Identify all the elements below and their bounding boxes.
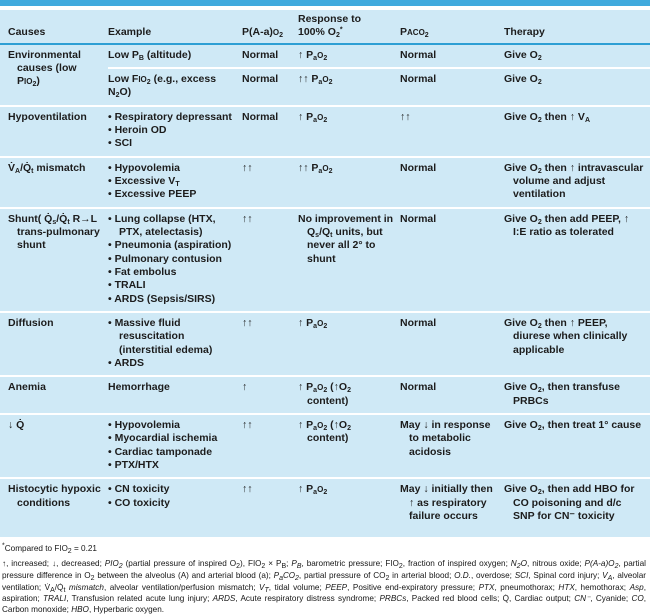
cell-paao2: ↑↑ bbox=[242, 414, 298, 478]
therapy-text: Give $O_2$ then ↑ $V_A$ bbox=[504, 110, 590, 124]
col-header-causes: Causes bbox=[0, 10, 108, 44]
therapy-text: Give $O_2$, then transfuse PRBCs bbox=[504, 381, 620, 407]
bullet-item: • CN toxicity bbox=[108, 483, 170, 496]
cell-paao2: Normal bbox=[242, 106, 298, 157]
cause-text: ↓ Q̇ bbox=[8, 418, 25, 431]
therapy-text: Give $O_2$ then ↑ intravascular volume and adjust ventilation bbox=[504, 161, 644, 201]
bullet-item: • Excessive $V_T$ bbox=[108, 174, 180, 188]
hypoxemia-causes-table bbox=[0, 10, 650, 537]
cell-response: ↑ $P_aO_2$ bbox=[298, 106, 400, 157]
response-text: No improvement in $Q_s/Q_t$ units, but never all 2° to shunt bbox=[298, 212, 394, 265]
bullet-item: • PTX/HTX bbox=[108, 458, 159, 471]
table-row-vq-mismatch bbox=[0, 157, 650, 208]
cell-therapy bbox=[504, 414, 650, 478]
cell-example bbox=[108, 106, 242, 157]
cell-paao2: Normal bbox=[242, 68, 298, 106]
header-row bbox=[0, 10, 650, 44]
cell-paao2: ↑↑ bbox=[242, 312, 298, 376]
cell-paao2: ↑↑ bbox=[242, 157, 298, 208]
col-header-response: Response to 100% $O_2^*$ bbox=[298, 10, 400, 44]
cause-text: Environmental causes (low $PIO_2$) bbox=[8, 48, 81, 89]
cell-response: ↑ $P_aO_2$ bbox=[298, 48, 328, 62]
cell-cause bbox=[0, 208, 108, 312]
cell-response: ↑ $P_aO_2$ bbox=[298, 312, 400, 376]
bullet-item: • SCI bbox=[108, 137, 133, 150]
bullet-item: • Pulmonary contusion bbox=[108, 252, 222, 265]
bullet-item: • Myocardial ischemia bbox=[108, 432, 218, 445]
bullet-item: • ARDS (Sepsis/SIRS) bbox=[108, 292, 216, 305]
bullet-item: • CO toxicity bbox=[108, 496, 171, 509]
cell-therapy: Give $O_2$ bbox=[504, 68, 650, 106]
cell-example: Hemorrhage bbox=[108, 376, 242, 414]
cell-cause bbox=[0, 414, 108, 478]
cause-text: $V̇_A/Q̇_t$ mismatch bbox=[8, 161, 86, 175]
cell-cause bbox=[0, 376, 108, 414]
bullet-item: • Hypovolemia bbox=[108, 161, 180, 174]
cell-therapy bbox=[504, 312, 650, 376]
table-row-environmental-1 bbox=[0, 44, 650, 68]
cell-cause bbox=[0, 106, 108, 157]
therapy-text: Give $O_2$ then add PEEP, ↑ I:E ratio as tolerated bbox=[504, 212, 630, 238]
footnote-abbreviations: ↑, increased; ↓, decreased; $PIO_2$ (partial pressure of inspired $O_2$), $FIO_2 \times P_B$; $P_B$, barometric pressure; $FIO_2$, fraction of inspired oxygen; $N_2O$, nitrous oxide; $P(A-a)O_2$, partial pressure difference in $O_2$ between the alveolus (A) and arterial blood (a); $P_aCO_2$, partial pressure of $CO_2$ in arterial blood; O.D., overdose; SCI, Spinal cord injury; $V_A$, alveolar ventilation; $V̇_A/Q̇_t$ mismatch, alveolar ventilation/perfusion mismatch; $V_T$, tidal volume; PEEP, Positive end-expiratory pressure; PTX, pneumothorax; HTX, hemothorax; Asp, aspiration; TRALI, Transfusion related acute lung injury; ARDS, Acute respiratory distress syndrome; PRBCs, Packed red blood cells; Q̇, Cardiac output; CN⁻, Cyanide; CO, Carbon monoxide; HBO, Hyperbaric oxygen. bbox=[2, 558, 647, 614]
cell-paco2: ↑↑ bbox=[400, 106, 504, 157]
paco2-text: May ↓ in response to metabolic acidosis bbox=[400, 418, 491, 458]
cell-response: ↑↑ $P_aO_2$ bbox=[298, 68, 400, 106]
cell-therapy bbox=[504, 208, 650, 312]
cell-paco2 bbox=[400, 478, 504, 537]
therapy-text: Give $O_2$, then treat 1° cause bbox=[504, 418, 642, 432]
bullet-item: • Respiratory depressant bbox=[108, 110, 232, 123]
response-text: ↑ $P_aO_2$ ($↑O_2$ content) bbox=[298, 418, 351, 445]
cell-paco2 bbox=[400, 414, 504, 478]
footnote-compared-to-fio2: *Compared to $FIO_2 = 0.21$ bbox=[2, 542, 97, 556]
table-row-low-cardiac-output bbox=[0, 414, 650, 478]
cell-paco2: Normal bbox=[400, 312, 504, 376]
cell-example bbox=[108, 312, 242, 376]
table-row-histocytic-hypoxic bbox=[0, 478, 650, 537]
cell-paco2: Normal bbox=[400, 48, 437, 61]
bullet-item: • Pneumonia (aspiration) bbox=[108, 239, 232, 252]
cell-example bbox=[108, 157, 242, 208]
therapy-text: Give $O_2$ then ↑ PEEP, diurese when clinically applicable bbox=[504, 316, 628, 356]
cell-example: Low $FIO_2$ (e.g., excess $N_2O$) bbox=[108, 68, 242, 106]
cell-example: Low $P_B$ (altitude) bbox=[108, 48, 192, 62]
cell-paao2: Normal bbox=[242, 48, 279, 61]
col-header-therapy: Therapy bbox=[504, 10, 650, 44]
cell-therapy bbox=[504, 106, 650, 157]
therapy-text: Give $O_2$, then add HBO for CO poisoning and d/c SNP for CN⁻ toxicity bbox=[504, 483, 635, 522]
table-row-hypoventilation bbox=[0, 106, 650, 157]
cause-text: Hypoventilation bbox=[8, 110, 87, 123]
cell-example bbox=[108, 414, 242, 478]
cell-response bbox=[298, 208, 400, 312]
col-header-paco2: $PACO_2$ bbox=[400, 10, 504, 44]
cell-cause bbox=[0, 478, 108, 537]
table-row-shunt bbox=[0, 208, 650, 312]
footnotes bbox=[0, 537, 650, 615]
cell-paao2: ↑ bbox=[242, 376, 298, 414]
bullet-item: • Fat embolus bbox=[108, 265, 177, 278]
cell-therapy bbox=[504, 157, 650, 208]
response-text: ↑ $P_aO_2$ ($↑O_2$ content) bbox=[298, 381, 351, 407]
bullet-item: • Lung collapse (HTX, PTX, atelectasis) bbox=[108, 212, 216, 238]
paco2-text: May ↓ initially then ↑ as respiratory failure occurs bbox=[400, 483, 493, 522]
cell-paao2: ↑↑ bbox=[242, 478, 298, 537]
table-body bbox=[0, 44, 650, 538]
cell-response bbox=[298, 376, 400, 414]
cell-therapy bbox=[504, 376, 650, 414]
bullet-item: • ARDS bbox=[108, 356, 144, 369]
cell-response bbox=[298, 414, 400, 478]
cause-text: Histocytic hypoxic conditions bbox=[8, 483, 101, 509]
bullet-item: • Hypovolemia bbox=[108, 418, 180, 431]
cell-cause bbox=[0, 157, 108, 208]
table-row-diffusion bbox=[0, 312, 650, 376]
table-header bbox=[0, 10, 650, 44]
cell-response: ↑↑ $P_aO_2$ bbox=[298, 157, 400, 208]
cell-example bbox=[108, 478, 242, 537]
col-header-example: Example bbox=[108, 10, 242, 44]
table-row-anemia bbox=[0, 376, 650, 414]
bullet-item: • Heroin OD bbox=[108, 123, 167, 136]
bullet-item: • Excessive PEEP bbox=[108, 188, 197, 201]
bullet-item: • Massive fluid resuscitation (interstitial edema) bbox=[108, 316, 213, 356]
col-header-paao2: $P(A-a)O_2$ bbox=[242, 10, 298, 44]
cell-paco2: Normal bbox=[400, 208, 504, 312]
accent-top-bar bbox=[0, 0, 650, 6]
cause-text: Shunt( $Q̇_s/Q̇_t$ R→L trans-pulmonary shunt bbox=[8, 212, 100, 252]
cell-therapy: Give $O_2$ bbox=[504, 48, 542, 62]
cell-paco2: Normal bbox=[400, 68, 504, 106]
cell-paao2: ↑↑ bbox=[242, 208, 298, 312]
cell-response: ↑ $P_aO_2$ bbox=[298, 478, 400, 537]
cell-therapy bbox=[504, 478, 650, 537]
cell-paco2: Normal bbox=[400, 376, 504, 414]
bullet-item: • Cardiac tamponade bbox=[108, 445, 213, 458]
cause-text: Diffusion bbox=[8, 316, 54, 329]
bullet-item: • TRALI bbox=[108, 279, 146, 292]
cell-cause bbox=[0, 312, 108, 376]
cell-paco2: Normal bbox=[400, 157, 504, 208]
cell-cause bbox=[0, 44, 108, 106]
cause-text: Anemia bbox=[8, 381, 46, 394]
cell-example bbox=[108, 208, 242, 312]
